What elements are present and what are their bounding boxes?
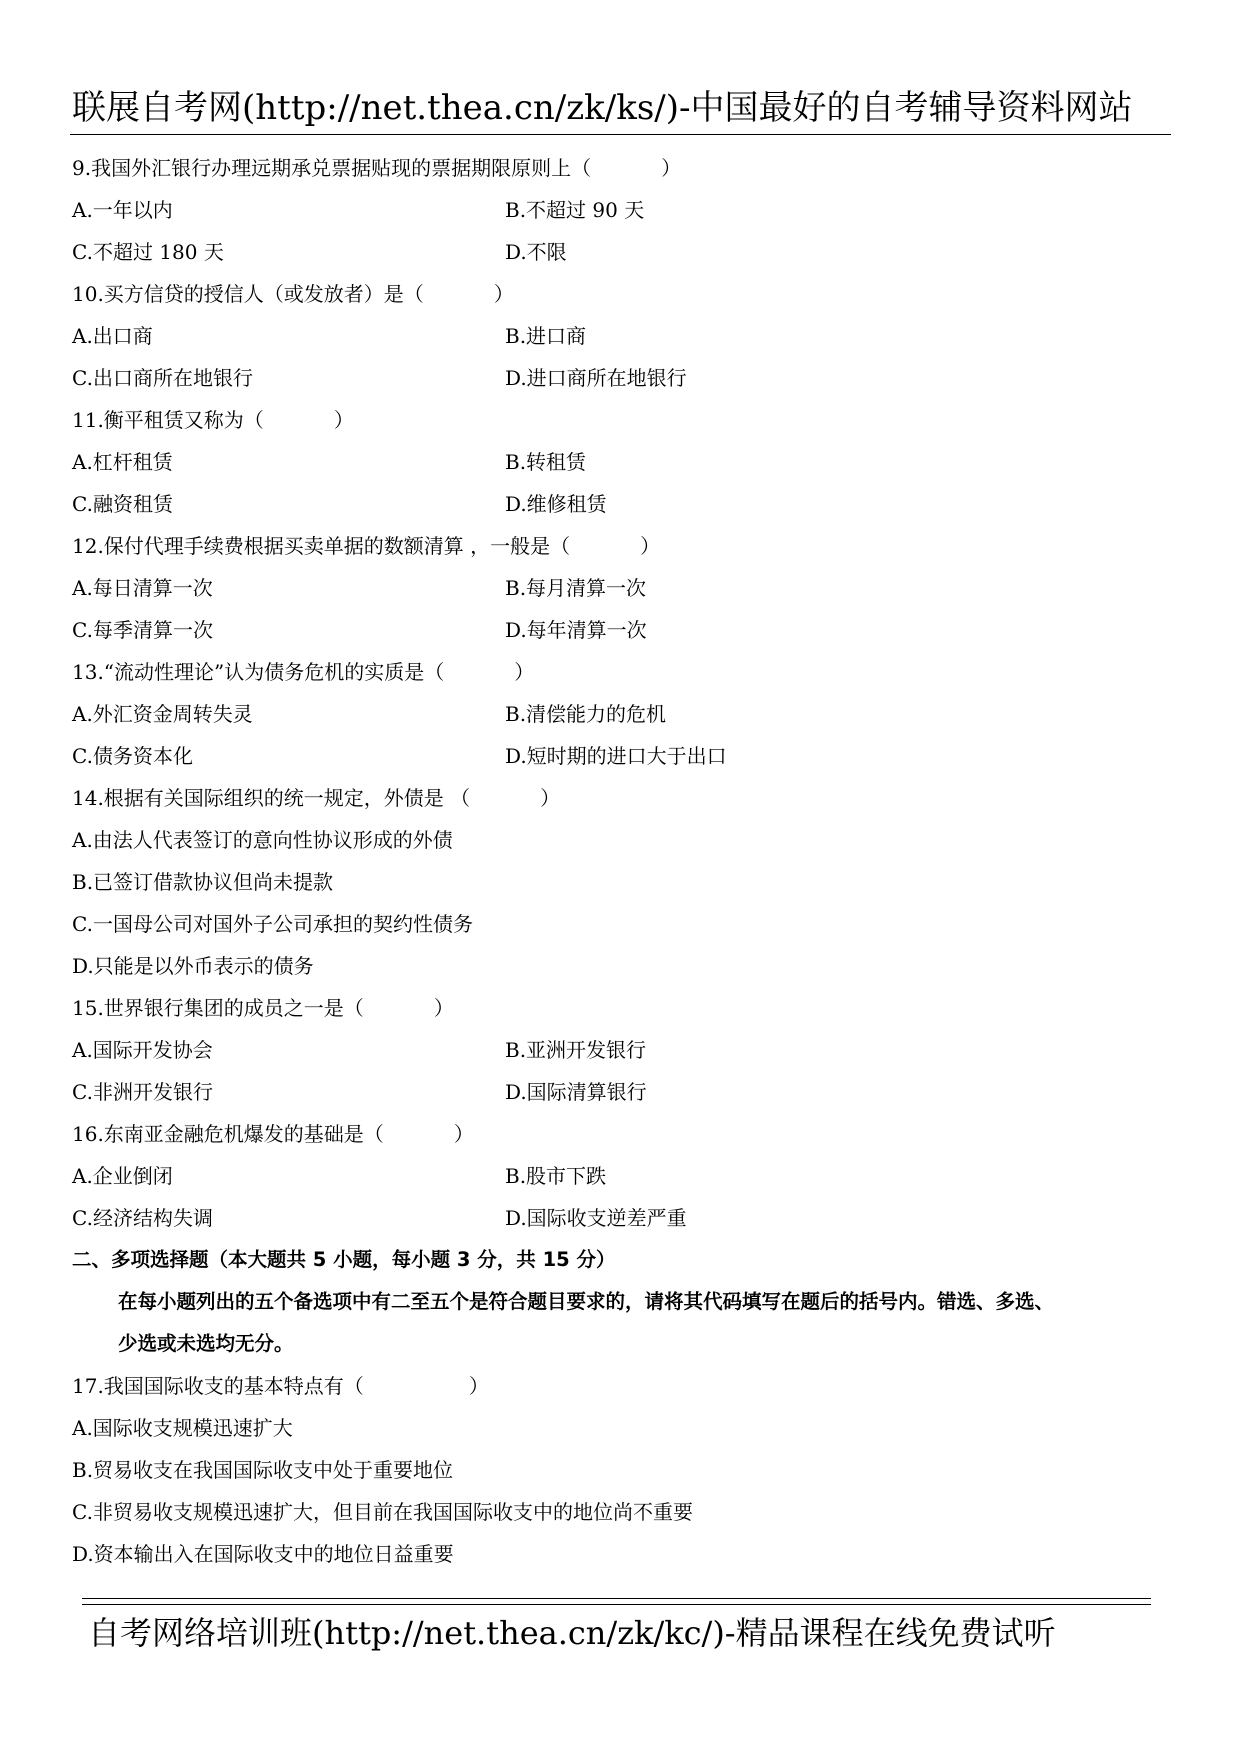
- question-12: 12.保付代理手续费根据买卖单据的数额清算 ，一般是（ ）: [72, 534, 661, 558]
- option-row: [72, 441, 1172, 483]
- option-c: C.不超过 180 天: [72, 240, 224, 264]
- question-stem: 14.根据有关国际组织的统一规定，外债是 （: [72, 786, 471, 810]
- question-stem: 13.“流动性理论”认为债务危机的实质是（: [72, 660, 445, 684]
- option-a: A.外汇资金周转失灵: [72, 702, 253, 726]
- option-c: C.每季清算一次: [72, 618, 213, 642]
- option-a: A.由法人代表签订的意向性协议形成的外债: [72, 828, 453, 852]
- option-c: C.融资租赁: [72, 492, 173, 516]
- option-b: B.已签订借款协议但尚未提款: [72, 870, 334, 894]
- option-b: B.贸易收支在我国国际收支中处于重要地位: [72, 1458, 454, 1482]
- question-15: 15.世界银行集团的成员之一是（ ）: [72, 996, 454, 1020]
- option-a: A.国际开发协会: [72, 1038, 213, 1062]
- page-header: 联展自考网(http://net.thea.cn/zk/ks/)-中国最好的自考辅导资料网站: [72, 88, 1133, 128]
- option-row: [72, 231, 1172, 273]
- option-b: B.进口商: [505, 324, 587, 348]
- option-a: A.企业倒闭: [72, 1164, 173, 1188]
- option-b: B.转租赁: [505, 450, 587, 474]
- option-c: C.出口商所在地银行: [72, 366, 253, 390]
- option-a: A.一年以内: [72, 198, 173, 222]
- question-stem: 10.买方信贷的授信人（或发放者）是（: [72, 282, 424, 306]
- option-c: C.非洲开发银行: [72, 1080, 213, 1104]
- section-2-instruction: 在每小题列出的五个备选项中有二至五个是符合题目要求的，请将其代码填写在题后的括号内。错选、多选、: [118, 1290, 1055, 1313]
- option-b: B.每月清算一次: [505, 576, 647, 600]
- question-16: 16.东南亚金融危机爆发的基础是（ ）: [72, 1122, 474, 1146]
- option-d: D.进口商所在地银行: [505, 366, 687, 390]
- option-row: [72, 483, 1172, 525]
- question-stem: 9.我国外汇银行办理远期承兑票据贴现的票据期限原则上（: [72, 156, 592, 180]
- option-row: [72, 189, 1172, 231]
- option-c: C.一国母公司对国外子公司承担的契约性债务: [72, 912, 473, 936]
- option-d: D.维修租赁: [505, 492, 607, 516]
- option-a: A.杠杆租赁: [72, 450, 173, 474]
- question-10: 10.买方信贷的授信人（或发放者）是（ ）: [72, 282, 514, 306]
- option-d: D.国际收支逆差严重: [505, 1206, 687, 1230]
- option-row: [72, 357, 1172, 399]
- page-footer: 自考网络培训班(http://net.thea.cn/zk/kc/)-精品课程在线免费试听: [88, 1614, 1056, 1652]
- option-row: [72, 567, 1172, 609]
- option-d: D.国际清算银行: [505, 1080, 647, 1104]
- option-d: D.每年清算一次: [505, 618, 647, 642]
- header-divider: [70, 134, 1171, 135]
- question-13: 13.“流动性理论”认为债务危机的实质是（ ）: [72, 660, 535, 684]
- question-stem: 16.东南亚金融危机爆发的基础是（: [72, 1122, 384, 1146]
- option-b: B.清偿能力的危机: [505, 702, 667, 726]
- option-b: B.亚洲开发银行: [505, 1038, 647, 1062]
- option-c: C.债务资本化: [72, 744, 193, 768]
- question-14: 14.根据有关国际组织的统一规定，外债是 （ ）: [72, 786, 561, 810]
- option-b: B.股市下跌: [505, 1164, 607, 1188]
- section-2-instruction-cont: 少选或未选均无分。: [118, 1332, 294, 1355]
- option-row: [72, 315, 1172, 357]
- option-c: C.经济结构失调: [72, 1206, 213, 1230]
- question-stem: 15.世界银行集团的成员之一是（: [72, 996, 364, 1020]
- question-9: 9.我国外汇银行办理远期承兑票据贴现的票据期限原则上（ ）: [72, 156, 682, 180]
- question-stem: 11.衡平租赁又称为（: [72, 408, 264, 432]
- option-row: [72, 735, 1172, 777]
- question-stem: 12.保付代理手续费根据买卖单据的数额清算 ，一般是（: [72, 534, 571, 558]
- option-a: A.国际收支规模迅速扩大: [72, 1416, 293, 1440]
- exam-content: [72, 147, 1172, 1575]
- section-2-title: 二、多项选择题（本大题共 5 小题，每小题 3 分，共 15 分）: [72, 1248, 616, 1271]
- question-17: 17.我国国际收支的基本特点有（ ）: [72, 1374, 489, 1398]
- footer-divider: [82, 1598, 1151, 1605]
- option-row: [72, 609, 1172, 651]
- question-stem: 17.我国国际收支的基本特点有（: [72, 1374, 364, 1398]
- option-row: [72, 1197, 1172, 1239]
- option-row: [72, 693, 1172, 735]
- option-d: D.只能是以外币表示的债务: [72, 954, 314, 978]
- option-d: D.不限: [505, 240, 567, 264]
- option-b: B.不超过 90 天: [505, 198, 645, 222]
- option-row: [72, 1155, 1172, 1197]
- option-d: D.资本输出入在国际收支中的地位日益重要: [72, 1542, 454, 1566]
- option-d: D.短时期的进口大于出口: [505, 744, 727, 768]
- question-11: 11.衡平租赁又称为（ ）: [72, 408, 354, 432]
- option-row: [72, 1029, 1172, 1071]
- option-c: C.非贸易收支规模迅速扩大，但目前在我国国际收支中的地位尚不重要: [72, 1500, 693, 1524]
- option-row: [72, 1071, 1172, 1113]
- option-a: A.每日清算一次: [72, 576, 213, 600]
- option-a: A.出口商: [72, 324, 153, 348]
